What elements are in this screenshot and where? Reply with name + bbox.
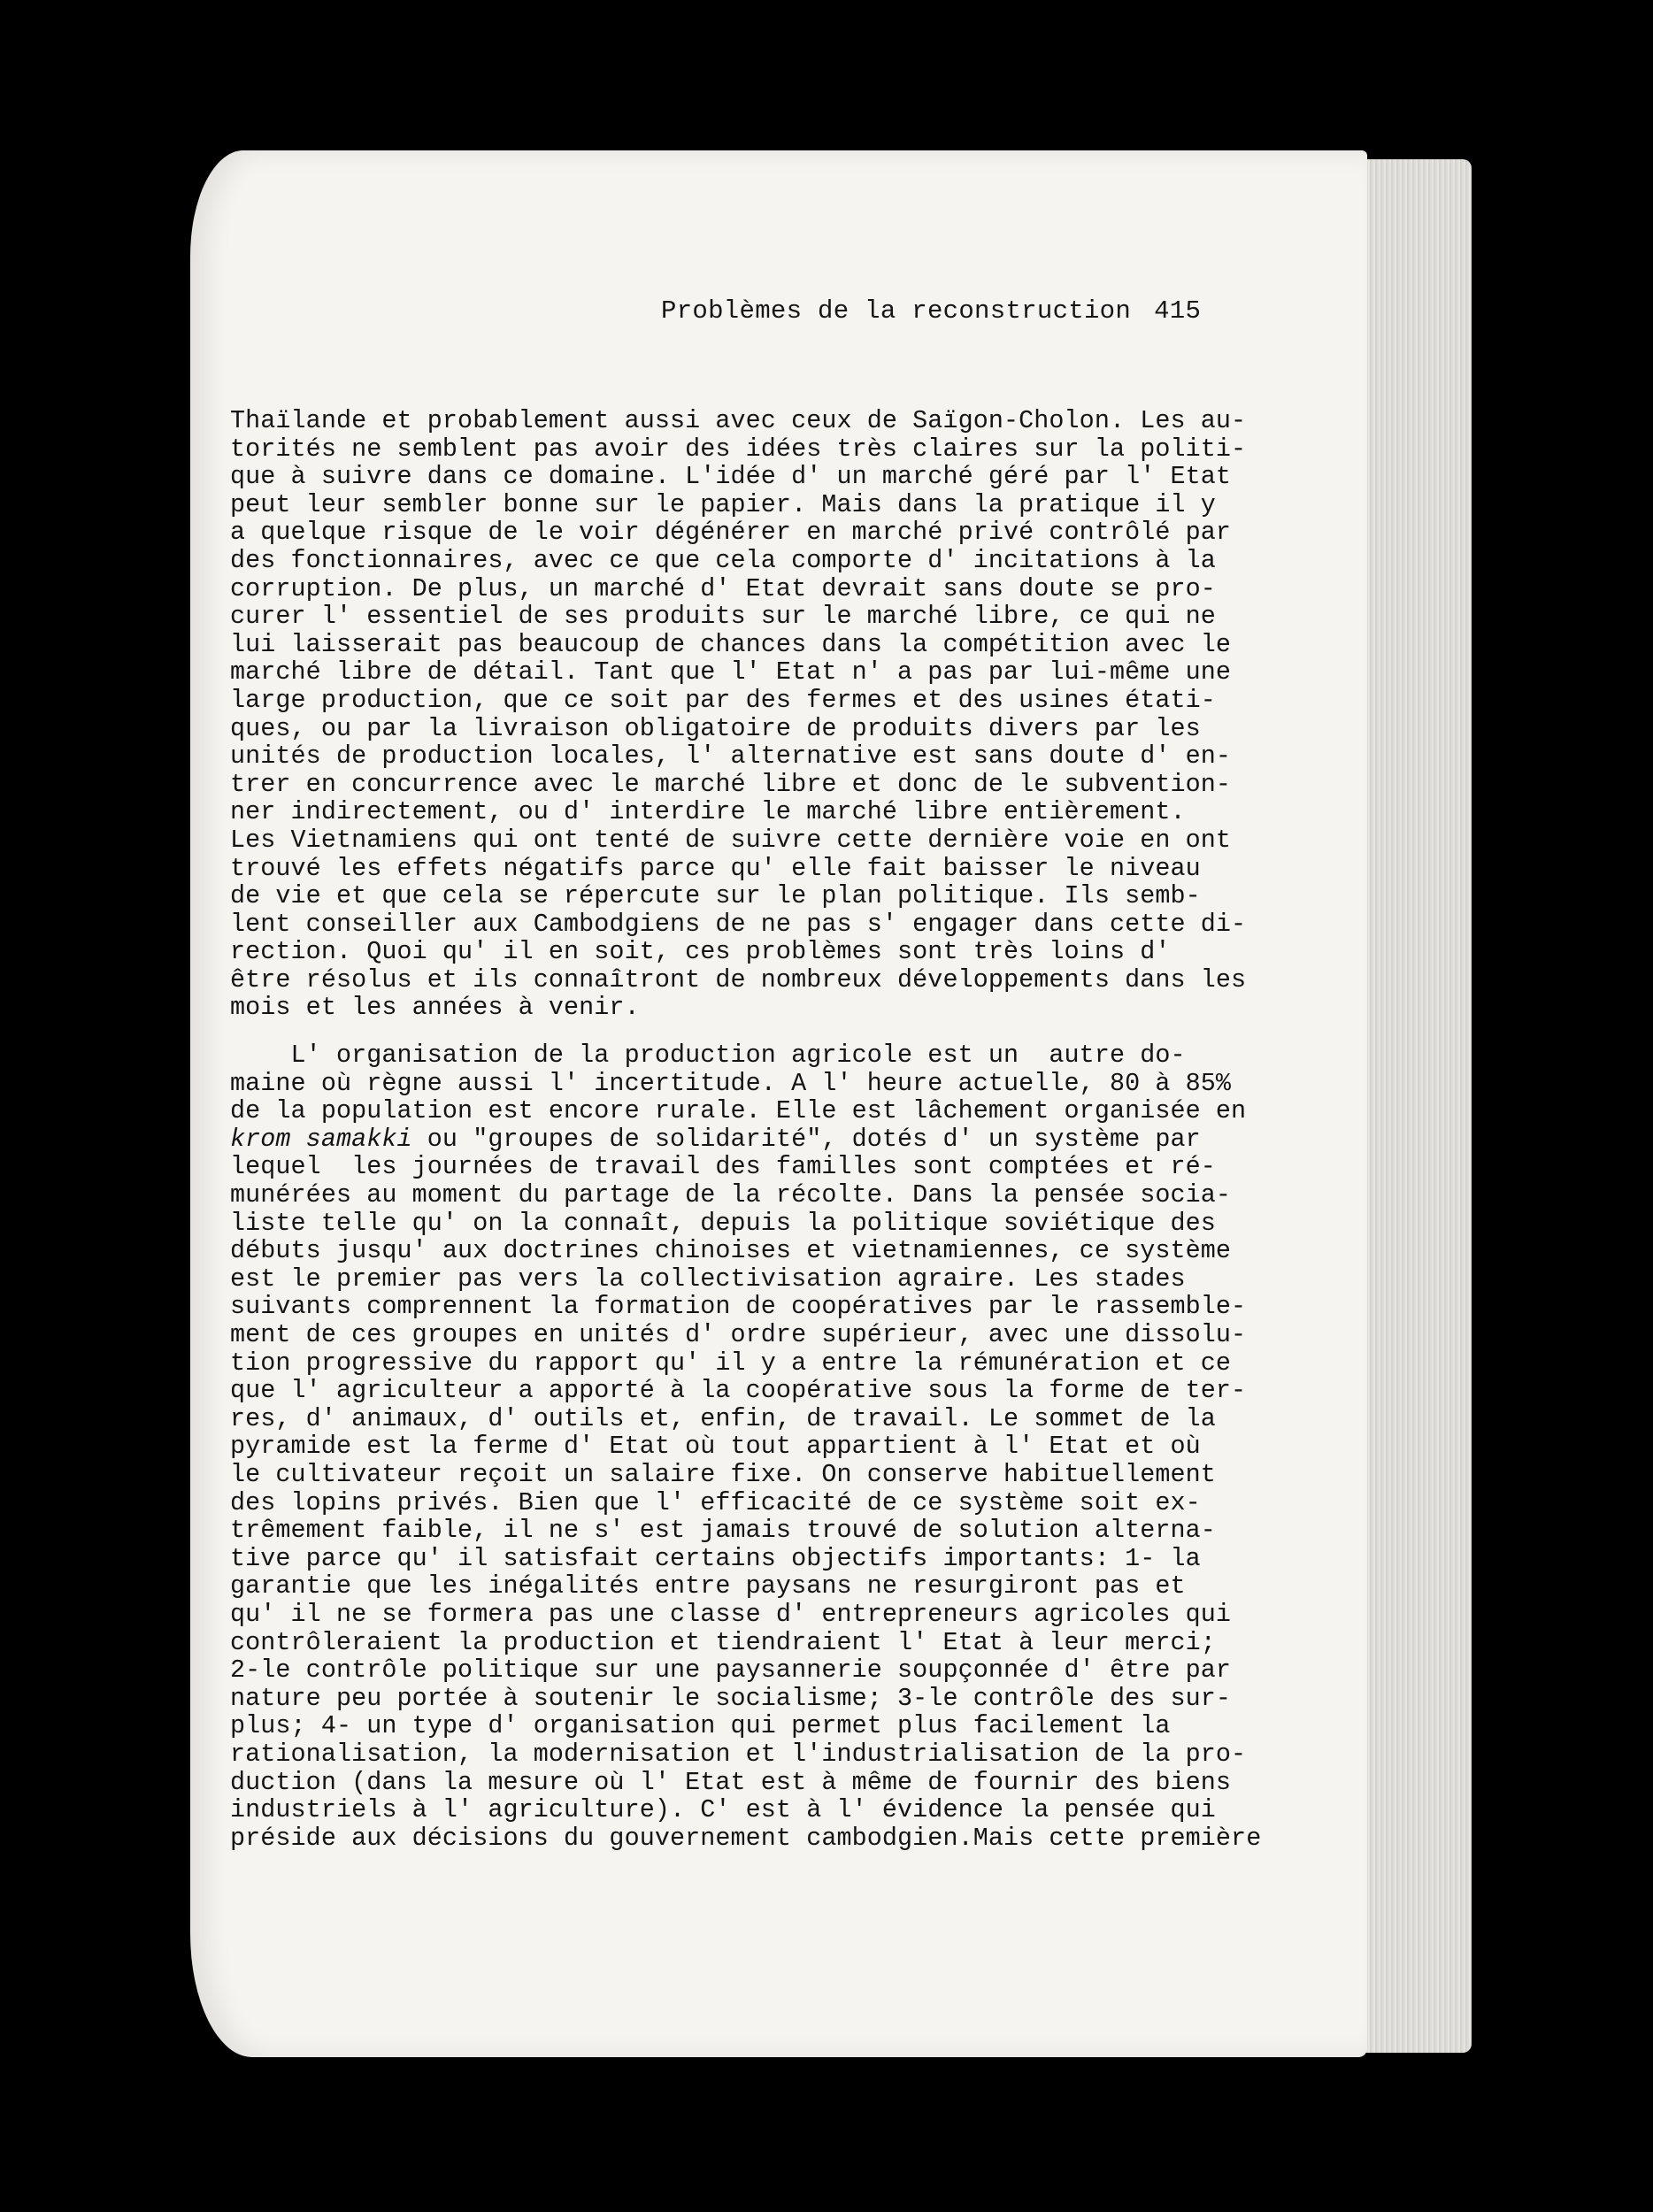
text-line: mois et les années à venir. (230, 993, 640, 1023)
text-line: être résolus et ils connaîtront de nombreux développements dans les (230, 964, 1247, 995)
text-line: que à suivre dans ce domaine. L'idée d' un marché géré par l' Etat (230, 462, 1232, 492)
text-line: krom samakki ou "groupes de solidarité", dotés d' un système par (230, 1124, 1201, 1154)
text-line: plus; 4- un type d' organisation qui permet plus facilement la (230, 1711, 1171, 1741)
text-line: de la population est encore rurale. Elle est lâchement organisée en (230, 1096, 1247, 1126)
text-line: des fonctionnaires, avec ce que cela comporte d' incitations à la (230, 545, 1216, 575)
text-line: qu' il ne se formera pas une classe d' entrepreneurs agricoles qui (230, 1599, 1232, 1629)
text-line: res, d' animaux, d' outils et, enfin, de travail. Le sommet de la (230, 1403, 1216, 1433)
text-line: Les Vietnamiens qui ont tenté de suivre cette dernière voie en ont (230, 825, 1232, 855)
text-line: suivants comprennent la formation de coopératives par le rassemble- (230, 1292, 1247, 1322)
text-line: le cultivateur reçoit un salaire fixe. On conserve habituellement (230, 1459, 1216, 1489)
text-line: peut leur sembler bonne sur le papier. Mais dans la pratique il y (230, 489, 1216, 519)
book (190, 150, 1491, 2057)
text-line: 2-le contrôle politique sur une paysannerie soupçonnée d' être par (230, 1655, 1232, 1686)
book-page (190, 150, 1367, 2057)
text-line: trêmement faible, il ne s' est jamais trouvé de solution alterna- (230, 1516, 1216, 1546)
text-line: industriels à l' agriculture). C' est à l' évidence la pensée qui (230, 1795, 1216, 1825)
text-line: lequel les journées de travail des familles sont comptées et ré- (230, 1152, 1216, 1182)
text-line: est le premier pas vers la collectivisation agraire. Les stades (230, 1263, 1186, 1294)
text-line: a quelque risque de le voir dégénérer en marché privé contrôlé par (230, 518, 1232, 548)
text-line: lent conseiller aux Cambodgiens de ne pas s' engager dans cette di- (230, 909, 1247, 939)
body-text (230, 407, 1372, 1852)
text-line: trouvé les effets négatifs parce qu' elle fait baisser le niveau (230, 853, 1201, 883)
text-line: nature peu portée à soutenir le socialisme; 3-le contrôle des sur- (230, 1683, 1232, 1713)
text-line: pyramide est la ferme d' Etat où tout appartient à l' Etat et où (230, 1432, 1201, 1462)
text-line: curer l' essentiel de ses produits sur le marché libre, ce qui ne (230, 602, 1216, 632)
text-line: duction (dans la mesure où l' Etat est à même de fournir des biens (230, 1767, 1232, 1797)
text-line: de vie et que cela se répercute sur le plan politique. Ils semb- (230, 881, 1201, 911)
text-line: tive parce qu' il satisfait certains objectifs importants: 1- la (230, 1543, 1201, 1573)
text-line: que l' agriculteur a apporté à la coopérative sous la forme de ter- (230, 1376, 1247, 1406)
text-line: garantie que les inégalités entre paysans ne resurgiront pas et (230, 1571, 1186, 1601)
text-line: torités ne semblent pas avoir des idées très claires sur la politi- (230, 434, 1247, 464)
text-line: large production, que ce soit par des fermes et des usines étati- (230, 685, 1216, 715)
running-header (661, 296, 1369, 326)
running-title: Problèmes de la reconstruction (661, 296, 1132, 326)
text-line: préside aux décisions du gouvernement cambodgien.Mais cette première (230, 1823, 1262, 1853)
text-line: trer en concurrence avec le marché libre et donc de le subvention- (230, 769, 1232, 799)
text-line: liste telle qu' on la connaît, depuis la politique soviétique des (230, 1208, 1216, 1238)
text-line: L' organisation de la production agricole est un autre do- (230, 1041, 1186, 1071)
text-line: ner indirectement, ou d' interdire le marché libre entièrement. (230, 797, 1186, 827)
text-line: marché libre de détail. Tant que l' Etat n' a pas par lui-même une (230, 657, 1232, 687)
page-number: 415 (1154, 296, 1202, 326)
text-line: corruption. De plus, un marché d' Etat devrait sans doute se pro- (230, 573, 1216, 603)
paragraph-gap (230, 1022, 1372, 1041)
text-line: maine où règne aussi l' incertitude. A l' heure actuelle, 80 à 85% (230, 1068, 1232, 1098)
text-line: ques, ou par la livraison obligatoire de produits divers par les (230, 713, 1201, 743)
text-line: rationalisation, la modernisation et l'industrialisation de la pro- (230, 1739, 1247, 1769)
italic-term: krom samakki (230, 1124, 412, 1154)
text-line: tion progressive du rapport qu' il y a entre la rémunération et ce (230, 1348, 1232, 1378)
text-line: des lopins privés. Bien que l' efficacité de ce système soit ex- (230, 1487, 1201, 1517)
text-line: munérées au moment du partage de la récolte. Dans la pensée socia- (230, 1180, 1232, 1210)
text-line: lui laisserait pas beaucoup de chances dans la compétition avec le (230, 629, 1232, 659)
page-block-edges (1357, 159, 1472, 2053)
text-line: unités de production locales, l' alternative est sans doute d' en- (230, 741, 1232, 772)
text-line: contrôleraient la production et tiendraient l' Etat à leur merci; (230, 1627, 1216, 1657)
text-line: débuts jusqu' aux doctrines chinoises et vietnamiennes, ce système (230, 1236, 1232, 1266)
text-line: Thaïlande et probablement aussi avec ceux de Saïgon-Cholon. Les au- (230, 406, 1247, 435)
text-line: ment de ces groupes en unités d' ordre supérieur, avec une dissolu- (230, 1320, 1247, 1349)
text-line: rection. Quoi qu' il en soit, ces problèmes sont très loins d' (230, 937, 1171, 967)
